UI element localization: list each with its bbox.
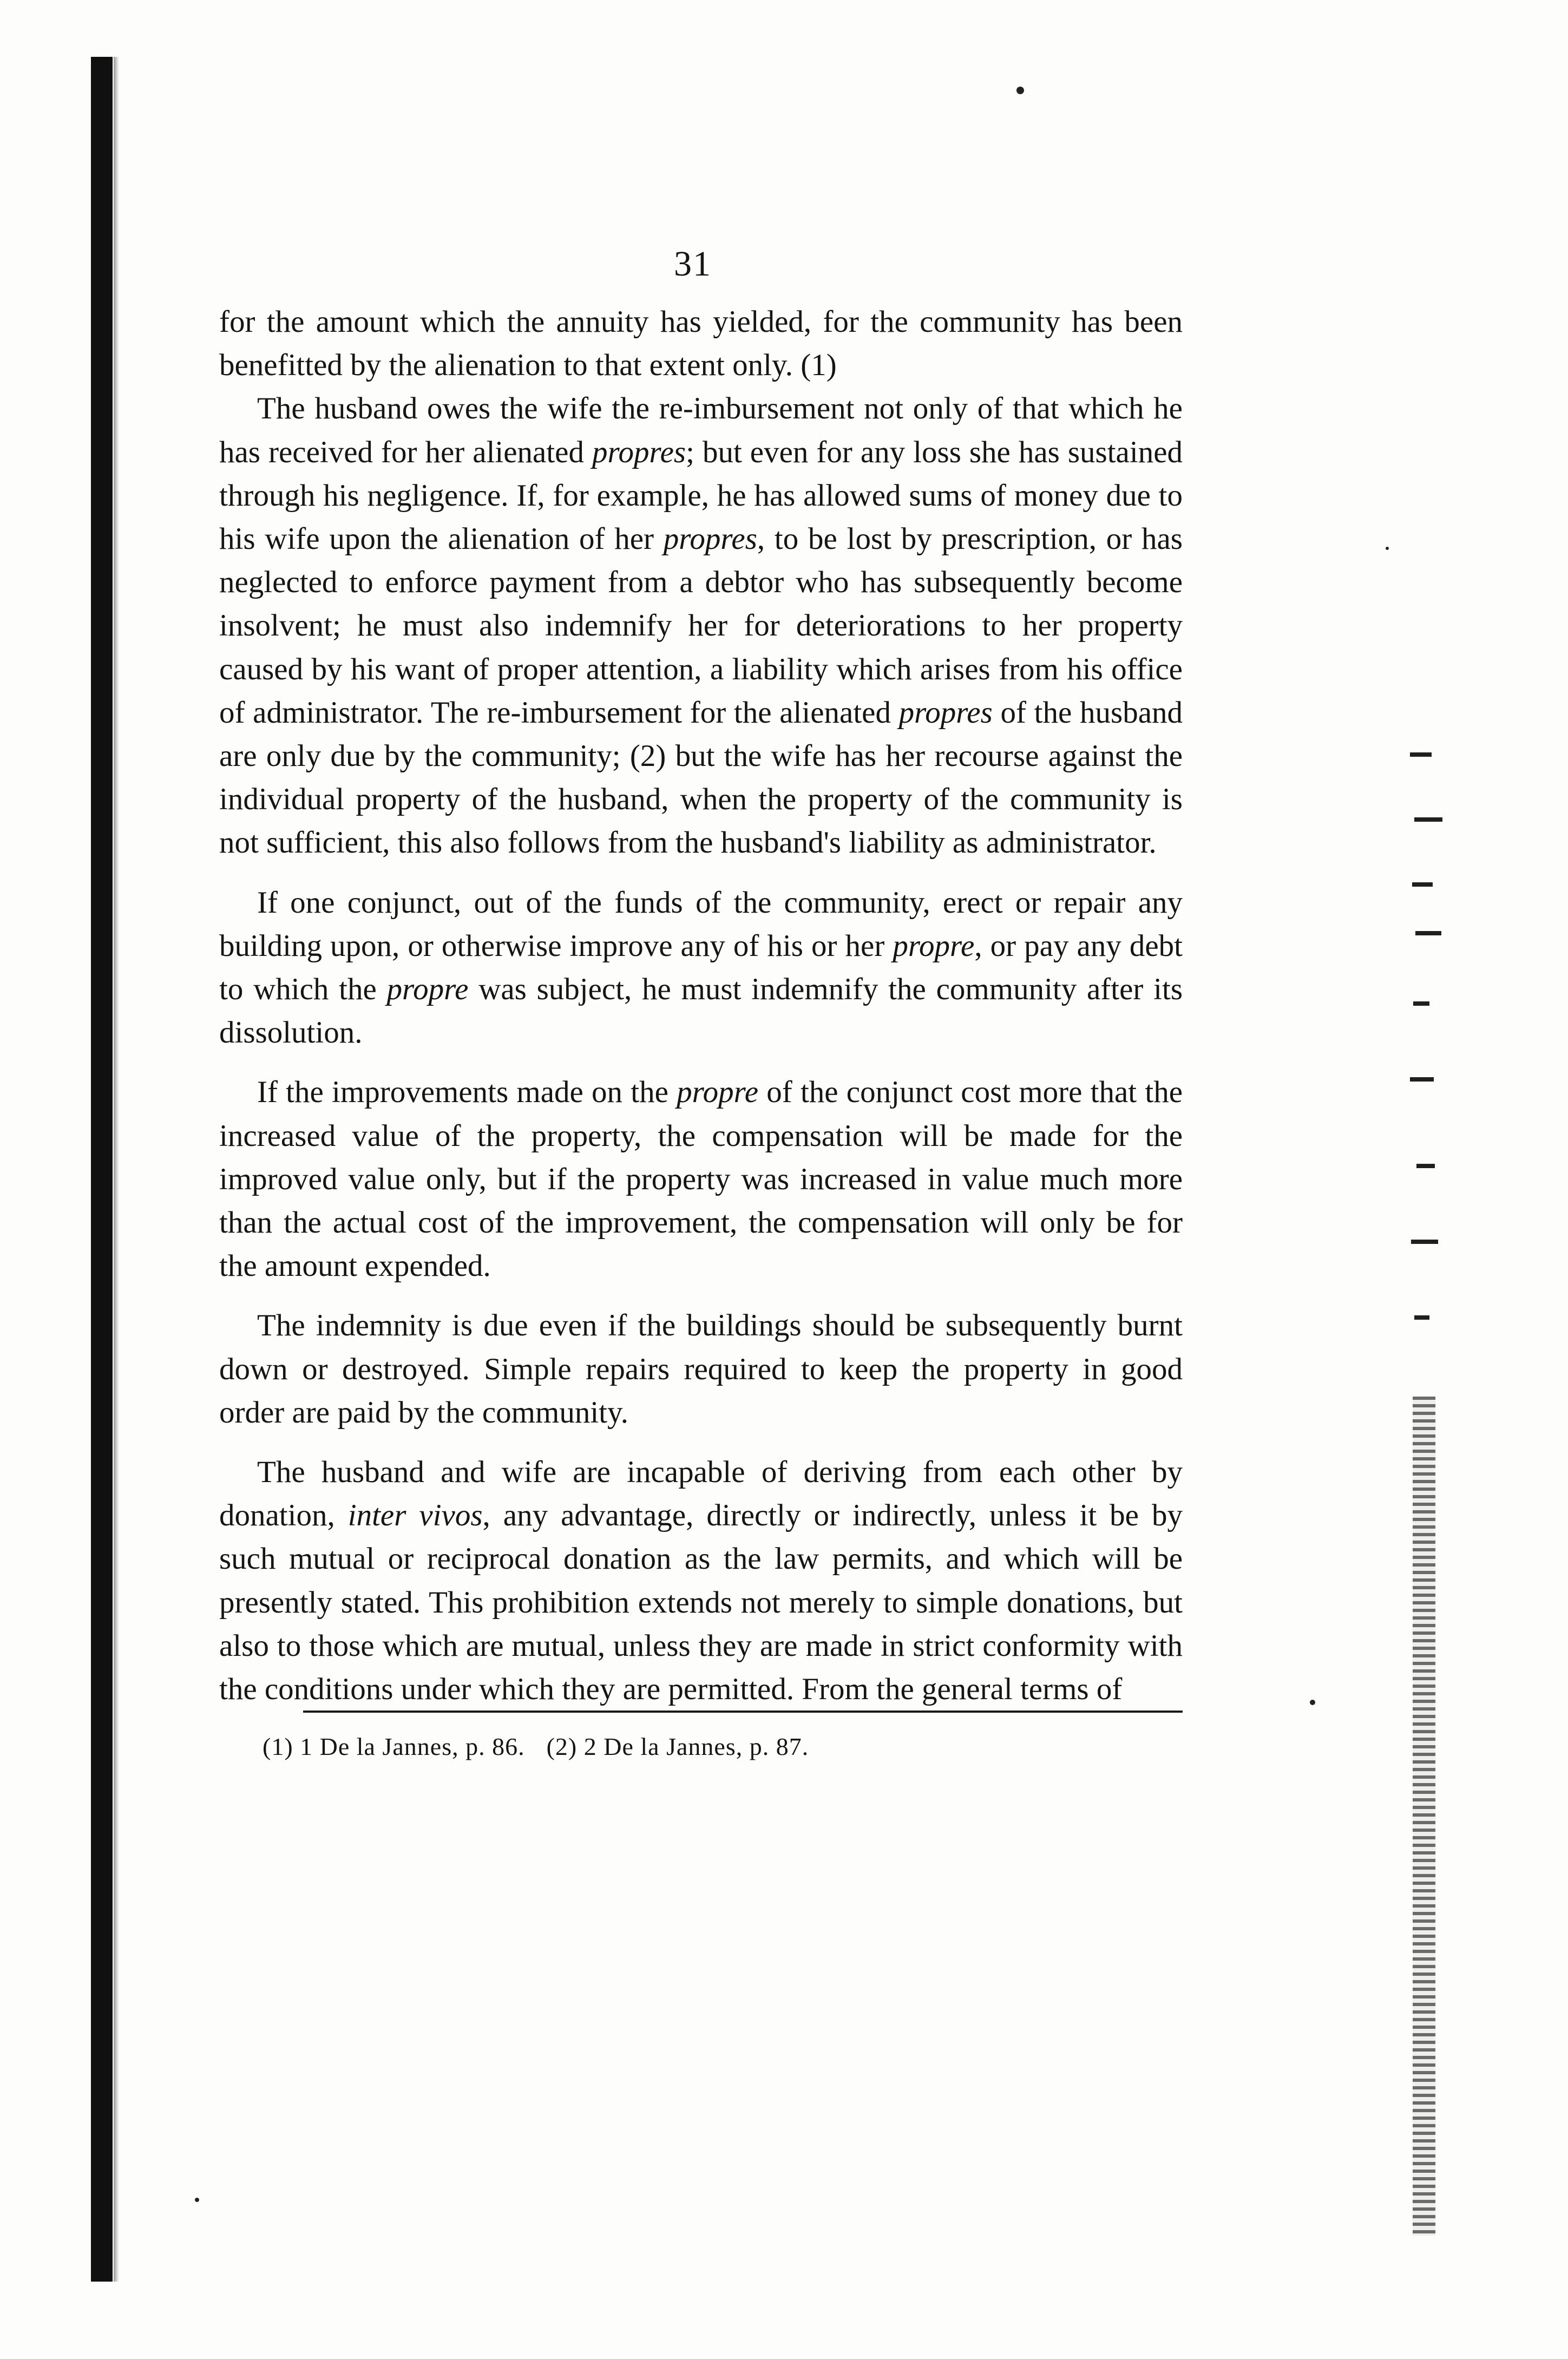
italic-term: propres <box>592 435 686 469</box>
edge-mark <box>1414 817 1442 822</box>
text-run: was subject, he must indemnify the community after its dissolution. <box>219 972 1183 1050</box>
ink-speck <box>1386 547 1389 550</box>
italic-term: propres <box>898 695 993 730</box>
italic-term: propre <box>893 928 975 963</box>
edge-mark <box>1412 882 1433 887</box>
page-edge-texture <box>1413 1397 1435 2236</box>
page-number: 31 <box>674 244 712 284</box>
text-run: If the improvements made on the <box>257 1075 677 1110</box>
text-run: The husband and wife are incapable of deriving from each other by donation, <box>219 1455 1183 1533</box>
text-run: for the amount which the annuity has yielded, for the community has been benefitted by the alienation to that extent only. (1) <box>219 305 1183 383</box>
paragraph <box>219 1071 1183 1288</box>
italic-term: propre <box>677 1075 759 1110</box>
ink-speck <box>195 2198 199 2202</box>
footnote-rule <box>303 1711 1183 1713</box>
text-run: , any advantage, directly or indirectly, unless it be by such mutual or reciprocal donation as the law permits, and which will be presently stated. This prohibition extends not merely to simple donations, but also to those which are mutual, unless they are made in strict conformity with the conditions under which they are permitted. From the general terms of <box>219 1498 1183 1707</box>
edge-mark <box>1413 1001 1429 1006</box>
italic-term: propres <box>663 522 757 556</box>
text-run: , to be lost by prescription, or has neglected to enforce payment from a debtor who has subsequently become insolvent; he must also indemnify her for deteriorations to her property caused by his want of proper attention, a liability which arises from his office of administrator. The re-imbursement for the alienated <box>219 522 1183 730</box>
footnote: (2) 2 De la Jannes, p. 87. <box>546 1733 809 1760</box>
body-text <box>219 300 1183 1711</box>
italic-term: inter vivos <box>347 1498 483 1533</box>
text-run: The husband owes the wife the re-imbursement not only of that which he has received for her alienated <box>219 391 1183 469</box>
binding-shadow <box>91 57 113 2282</box>
paragraph <box>219 387 1183 864</box>
text-run: ; but even for any loss she has sustained through his negligence. If, for example, he has allowed sums of money due to his wife upon the alienation of her <box>219 435 1183 556</box>
binding-fade <box>114 57 119 2282</box>
edge-mark <box>1416 1164 1435 1168</box>
ink-speck <box>1310 1700 1315 1705</box>
paragraph <box>219 300 1183 387</box>
paragraph <box>219 1451 1183 1711</box>
footnotes <box>263 1732 809 1761</box>
text-run: The indemnity is due even if the buildings should be subsequently burnt down or destroyed. Simple repairs required to keep the property in good order are paid by the community. <box>219 1308 1183 1430</box>
edge-mark <box>1410 1077 1434 1082</box>
paragraph <box>219 1304 1183 1434</box>
edge-mark <box>1414 1315 1429 1320</box>
text-run: , or pay any debt to which the <box>219 928 1183 1007</box>
paragraph <box>219 881 1183 1055</box>
ink-speck <box>1016 87 1024 94</box>
edge-mark <box>1415 931 1441 935</box>
text-run: If one conjunct, out of the funds of the community, erect or repair any building upon, or otherwise improve any of his or her <box>219 885 1183 963</box>
edge-mark <box>1411 1240 1438 1244</box>
text-run: of the husband are only due by the community; (2) but the wife has her recourse against the individual property of the husband, when the property of the community is not sufficient, this also follows from the husband's liability as administrator. <box>219 695 1183 860</box>
italic-term: propre <box>386 972 469 1007</box>
footnote: (1) 1 De la Jannes, p. 86. <box>263 1733 525 1760</box>
edge-mark <box>1410 752 1432 757</box>
text-run: of the conjunct cost more that the increased value of the property, the compensation will be made for the improved value only, but if the property was increased in value much more than the actual cost of the improvement, the compensation will only be for the amount expended. <box>219 1075 1183 1283</box>
